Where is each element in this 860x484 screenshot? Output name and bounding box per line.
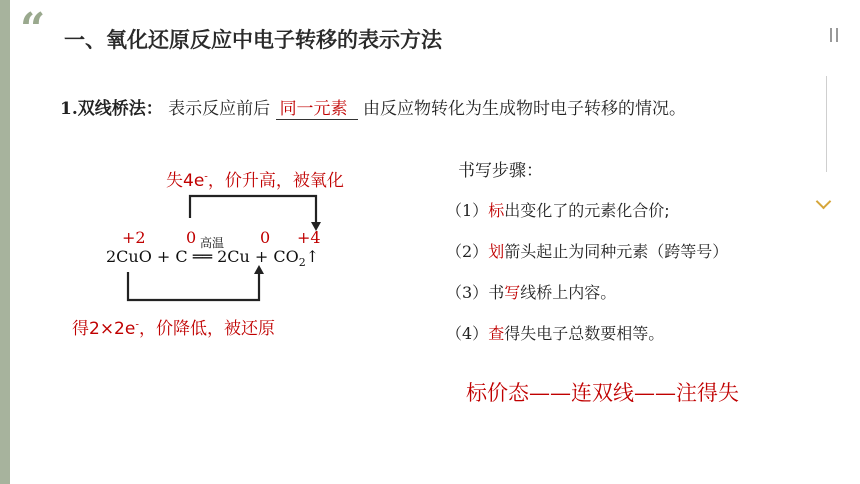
lose-bridge	[190, 196, 316, 224]
definition-blank: 同一元素	[276, 94, 358, 120]
steps-title: 书写步骤：	[458, 161, 543, 181]
step-3	[446, 280, 616, 303]
gain-suffix: ，价降低，被还原	[138, 319, 275, 339]
valence-c-product: +4	[297, 228, 321, 247]
step-number: （2）	[446, 242, 489, 261]
reaction-condition: 高温	[200, 236, 225, 250]
gas-arrow: ↑	[305, 247, 320, 266]
step-number: （4）	[446, 324, 489, 343]
valence-c-reactant: 0	[186, 228, 197, 247]
step-number: （1）	[446, 201, 489, 220]
step-keyword: 划	[488, 242, 505, 261]
step-keyword: 标	[488, 201, 505, 220]
quote-icon: “	[20, 4, 46, 55]
lose-prefix: 失4e	[166, 171, 205, 191]
page-title: 一、氧化还原反应中电子转移的表示方法	[64, 28, 442, 52]
equation-main: 2CuO + C ══ 2Cu + CO	[106, 247, 299, 266]
step-text: 出变化了的元素化合价;	[504, 201, 670, 220]
step-text: 线桥上内容。	[520, 283, 617, 302]
step-prefix: 书	[488, 283, 505, 302]
step-text: 得失电子总数要相等。	[504, 324, 665, 343]
definition-heading: 1.双线桥法：	[60, 99, 163, 119]
step-number: （3）	[446, 283, 489, 302]
equation-subscript: 2	[298, 256, 306, 270]
gain-minus: -	[135, 319, 139, 331]
gain-bridge	[128, 272, 259, 300]
lose-suffix: ，价升高，被氧化	[207, 171, 344, 191]
step-2	[446, 239, 728, 262]
definition-before: 表示反应前后	[168, 99, 271, 119]
step-4	[446, 321, 664, 344]
lose-minus: -	[204, 171, 208, 183]
step-keyword: 查	[488, 324, 505, 343]
gain-prefix: 得2×2e	[72, 319, 136, 339]
chemical-equation	[106, 247, 319, 269]
summary-motto: 标价态——连双线——注得失	[466, 381, 739, 405]
step-keyword: 写	[504, 283, 521, 302]
valence-cu-product: 0	[260, 228, 271, 247]
electron-gain-label	[72, 314, 275, 339]
step-1	[446, 198, 670, 221]
definition-after: 由反应物转化为生成物时电子转移的情况。	[362, 99, 686, 119]
valence-cu-reactant: +2	[122, 228, 146, 247]
step-text: 箭头起止为同种元素（跨等号）	[504, 242, 729, 261]
